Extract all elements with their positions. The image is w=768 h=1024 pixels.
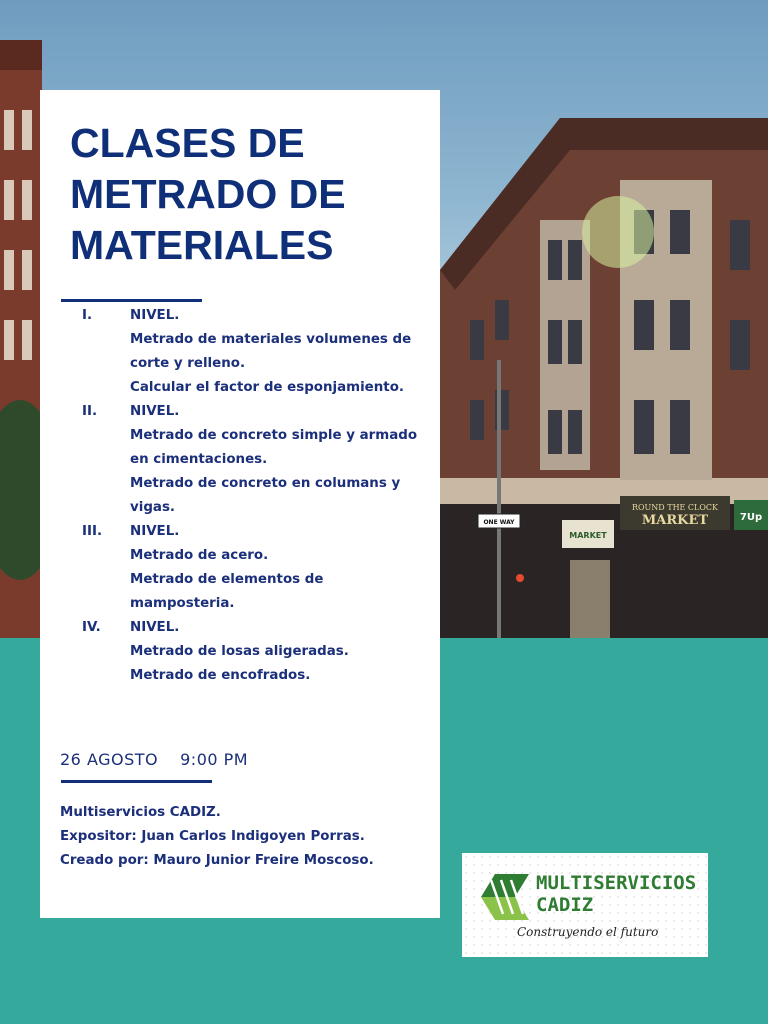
info-card bbox=[40, 90, 440, 918]
level-heading: NIVEL. bbox=[130, 620, 180, 635]
event-time: 9:00 PM bbox=[180, 750, 249, 769]
svg-text:MARKET: MARKET bbox=[641, 513, 709, 528]
sun-flare bbox=[582, 196, 654, 268]
level-heading: NIVEL. bbox=[130, 524, 180, 539]
organization-name: Multiservicios CADIZ. bbox=[60, 805, 221, 820]
level-item bbox=[82, 616, 432, 688]
svg-text:MARKET: MARKET bbox=[569, 531, 607, 540]
title-divider bbox=[61, 299, 202, 302]
street-pole bbox=[497, 360, 501, 638]
credits bbox=[60, 801, 374, 873]
level-topic: Metrado de elementos de mamposteria. bbox=[130, 572, 324, 611]
level-topic: Metrado de materiales volumenes de corte y relleno. bbox=[130, 332, 412, 371]
date-divider bbox=[61, 780, 212, 783]
level-topic: Metrado de losas aligeradas. bbox=[130, 644, 349, 659]
svg-text:7Up: 7Up bbox=[739, 512, 763, 523]
level-numeral: II. bbox=[82, 404, 98, 419]
speaker-name: Expositor: Juan Carlos Indigoyen Porras. bbox=[60, 829, 365, 844]
svg-text:ONE WAY: ONE WAY bbox=[483, 519, 515, 526]
event-datetime bbox=[60, 750, 248, 769]
logo-mark-icon bbox=[481, 874, 529, 920]
level-heading: NIVEL. bbox=[130, 404, 180, 419]
course-levels bbox=[82, 304, 432, 688]
level-topic: Metrado de concreto simple y armado en cimentaciones. bbox=[130, 428, 418, 467]
level-topic: Metrado de acero. bbox=[130, 548, 269, 563]
svg-text:ROUND THE CLOCK: ROUND THE CLOCK bbox=[631, 503, 719, 512]
page-title: CLASES DE METRADO DE MATERIALES bbox=[70, 120, 346, 268]
company-logo bbox=[462, 853, 708, 957]
level-numeral: IV. bbox=[82, 620, 101, 635]
logo-tagline: Construyendo el futuro bbox=[517, 925, 659, 939]
level-topic: Metrado de encofrados. bbox=[130, 668, 311, 683]
creator-name: Creado por: Mauro Junior Freire Moscoso. bbox=[60, 853, 374, 868]
level-numeral: I. bbox=[82, 308, 93, 323]
level-item bbox=[82, 400, 432, 520]
event-date: 26 AGOSTO bbox=[60, 750, 159, 769]
logo-wordmark-line2: CADIZ bbox=[536, 894, 594, 916]
level-heading: NIVEL. bbox=[130, 308, 180, 323]
level-topic: Metrado de concreto en columans y vigas. bbox=[130, 476, 401, 515]
level-item bbox=[82, 304, 432, 400]
level-numeral: III. bbox=[82, 524, 103, 539]
logo-wordmark-line1: MULTISERVICIOS bbox=[536, 872, 697, 894]
level-topic: Calcular el factor de esponjamiento. bbox=[130, 380, 404, 395]
level-item bbox=[82, 520, 432, 616]
